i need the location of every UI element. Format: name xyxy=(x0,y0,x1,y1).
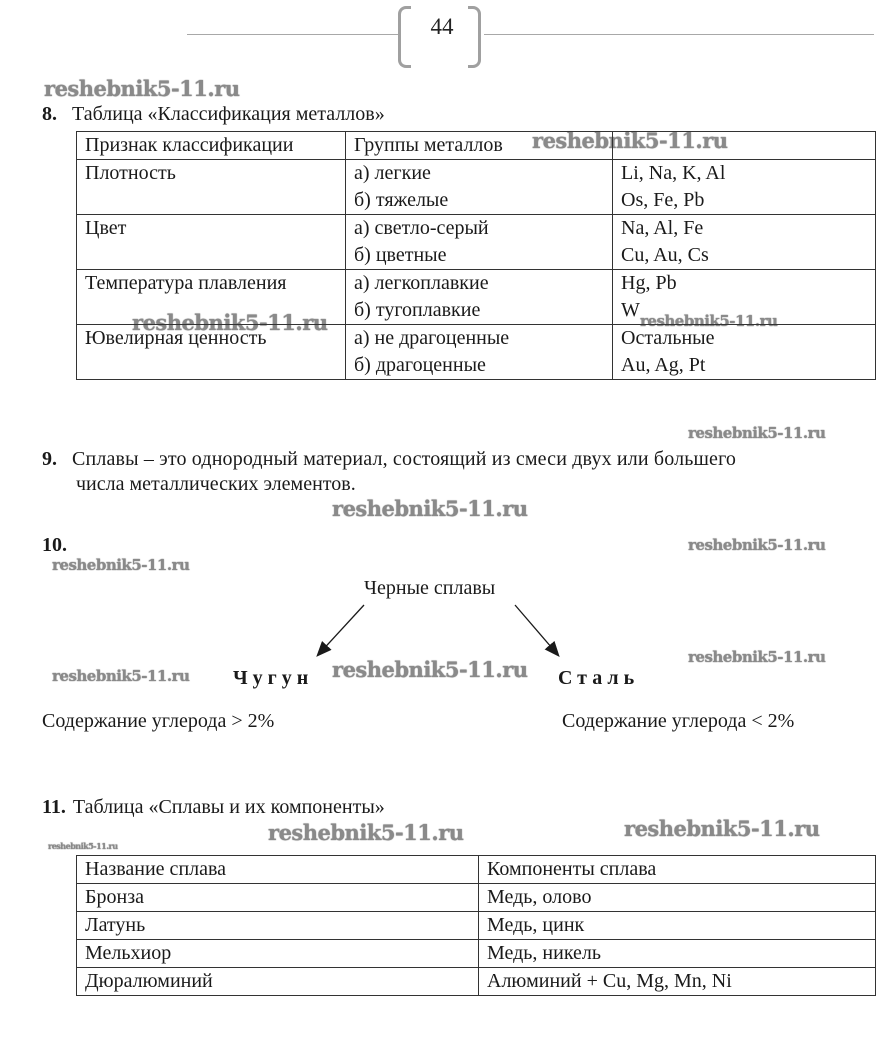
task11-title: Таблица «Сплавы и их компоненты» xyxy=(72,796,385,818)
group-b: б) драгоценные xyxy=(354,354,486,376)
table-row xyxy=(77,940,876,968)
group-b: б) тяжелые xyxy=(354,189,449,211)
right-carbon-note: Содержание углерода < 2% xyxy=(562,710,795,732)
task11-heading xyxy=(42,796,385,819)
task9-line1: Сплавы – это однородный материал, состоящий из смеси двух или большего xyxy=(72,448,737,470)
task9-line2: числа металлических элементов. xyxy=(76,473,356,495)
alloy-name-cell: Дюралюминий xyxy=(77,968,479,996)
alloy-components-cell: Медь, олово xyxy=(479,884,876,912)
watermark: reshebnik5-11.ru xyxy=(688,648,826,666)
table-row xyxy=(77,968,876,996)
feature-cell: Ювелирная ценность xyxy=(77,325,346,380)
page-number: 44 xyxy=(430,14,454,39)
alloy-name-cell: Бронза xyxy=(77,884,479,912)
group-a: а) легкие xyxy=(354,162,431,184)
watermark: reshebnik5-11.ru xyxy=(268,820,464,845)
left-carbon-note: Содержание углерода > 2% xyxy=(42,710,275,732)
task10-number: 10. xyxy=(42,534,67,556)
group-a: а) легкоплавкие xyxy=(354,272,489,294)
task11-number: 11. xyxy=(42,796,66,818)
diagram-right-label: Сталь xyxy=(558,667,640,689)
watermark: reshebnik5-11.ru xyxy=(532,128,728,153)
watermark: reshebnik5-11.ru xyxy=(48,841,118,851)
metals-b: Cu, Au, Cs xyxy=(621,244,709,266)
table-row xyxy=(77,884,876,912)
group-b: б) цветные xyxy=(354,244,447,266)
metals-b: W xyxy=(621,299,640,321)
watermark: reshebnik5-11.ru xyxy=(624,816,820,841)
watermark: reshebnik5-11.ru xyxy=(52,667,190,685)
alloy-name-cell: Мельхиор xyxy=(77,940,479,968)
alloy-components-cell: Медь, никель xyxy=(479,940,876,968)
metals-a: Hg, Pb xyxy=(621,272,677,294)
watermark: reshebnik5-11.ru xyxy=(332,496,528,521)
watermark: reshebnik5-11.ru xyxy=(688,424,826,442)
group-b: б) тугоплавкие xyxy=(354,299,481,321)
column-header: Признак классификации xyxy=(77,132,346,160)
metals-a: Na, Al, Fe xyxy=(621,217,704,239)
table-header-row xyxy=(77,856,876,884)
feature-cell: Цвет xyxy=(77,215,346,270)
alloy-components-cell: Медь, цинк xyxy=(479,912,876,940)
diagram-left-label: Чугун xyxy=(233,667,314,689)
group-a: а) светло-серый xyxy=(354,217,489,239)
task9-number: 9. xyxy=(42,448,57,470)
column-header: Компоненты сплава xyxy=(479,856,876,884)
column-header: Название сплава xyxy=(77,856,479,884)
watermark: reshebnik5-11.ru xyxy=(132,310,328,335)
watermark: reshebnik5-11.ru xyxy=(688,536,826,554)
metals-a: Остальные xyxy=(621,327,715,349)
watermark: reshebnik5-11.ru xyxy=(640,312,778,330)
metals-a: Li, Na, K, Al xyxy=(621,162,726,184)
column-header: Группы металлов xyxy=(346,132,613,160)
metals-b: Os, Fe, Pb xyxy=(621,189,705,211)
task8-number: 8. xyxy=(42,103,57,125)
watermark: reshebnik5-11.ru xyxy=(44,76,240,101)
feature-cell: Температура плавления xyxy=(77,270,346,325)
metals-b: Au, Ag, Pt xyxy=(621,354,706,376)
alloys-components-table xyxy=(76,855,876,996)
alloy-components-cell: Алюминий + Cu, Mg, Mn, Ni xyxy=(479,968,876,996)
feature-cell: Плотность xyxy=(77,160,346,215)
watermark: reshebnik5-11.ru xyxy=(332,657,528,682)
arrow-left-icon xyxy=(318,605,364,655)
group-a: а) не драгоценные xyxy=(354,327,510,349)
arrow-right-icon xyxy=(515,605,558,655)
watermark: reshebnik5-11.ru xyxy=(52,556,190,574)
task8-title: Таблица «Классификация металлов» xyxy=(72,103,385,125)
diagram-root-label: Черные сплавы xyxy=(364,577,496,599)
alloy-name-cell: Латунь xyxy=(77,912,479,940)
table-row xyxy=(77,912,876,940)
